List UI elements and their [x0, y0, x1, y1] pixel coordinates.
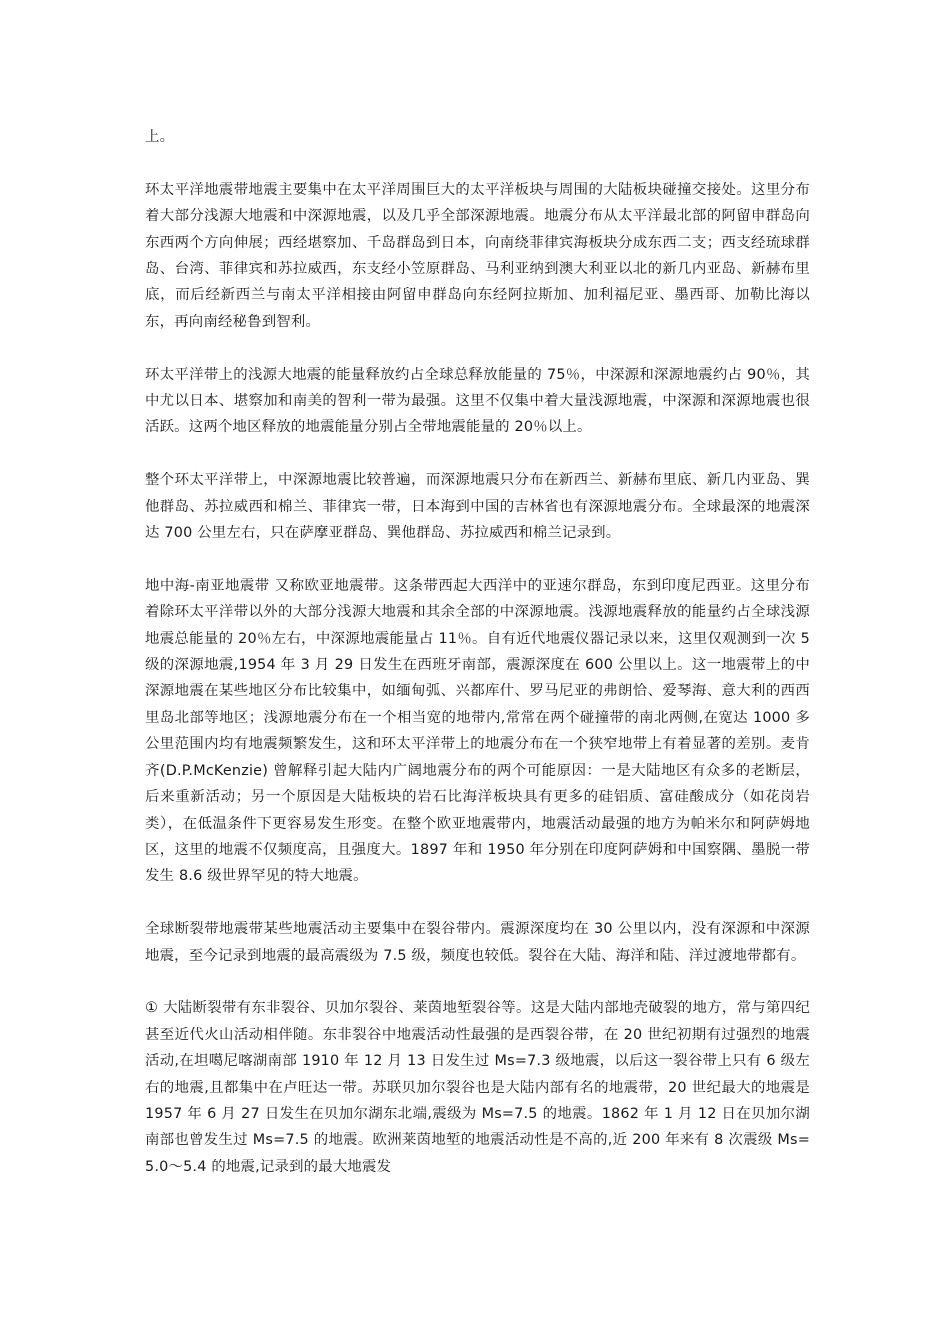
paragraph-continental-rifts: ① 大陆断裂带有东非裂谷、贝加尔裂谷、莱茵地堑裂谷等。这是大陆内部地壳破裂的地方，常与第四纪甚至近代火山活动相伴随。东非裂谷中地震活动性最强的是西裂谷带，在 20 世纪初期有过强烈的地震活动,在坦噶尼喀湖南部 1910 年 12 月 13 日发生过 Ms=7.3 级地震，以后这一裂谷带上只有 6 级左右的地震,且都集中在卢旺达一带。苏联贝加尔裂谷也是大陆内部有名的地震带，20 世纪最大的地震是 1957 年 6 月 27 日发生在贝加尔湖东北端,震级为 Ms=7.5 的地震。1862 年 1 月 12 日在贝加尔湖南部也曾发生过 Ms=7.5 的地震。欧洲莱茵地堑的地震活动性是不高的,近 200 年来有 8 次震级 Ms=5.0～5.4 的地震,记录到的最大地震发 [145, 1000, 810, 1175]
paragraph-energy-release: 环太平洋带上的浅源大地震的能量释放约占全球总释放能量的 75％，中深源和深源地震约占 90％，其中尤以日本、堪察加和南美的智利一带为最强。这里不仅集中着大量浅源地震，中深源和深源地震也很活跃。这两个地区释放的地震能量分别占全带地震能量的 20％以上。 [145, 366, 810, 436]
paragraph-deep-earthquakes: 整个环太平洋带上，中深源地震比较普遍，而深源地震只分布在新西兰、新赫布里底、新几内亚岛、巽他群岛、苏拉威西和棉兰、菲律宾一带，日本海到中国的吉林省也有深源地震分布。全球最深的地震深达 700 公里左右，只在萨摩亚群岛、巽他群岛、苏拉威西和棉兰记录到。 [145, 472, 810, 542]
paragraph-rift-belt: 全球断裂带地震带某些地震活动主要集中在裂谷带内。震源深度均在 30 公里以内，没有深源和中深源地震，至今记录到地震的最高震级为 7.5 级，频度也较低。裂谷在大陆、海洋和陆、洋过渡地带都有。 [145, 921, 810, 964]
paragraph-continuation: 上。 [145, 129, 175, 145]
paragraph-circum-pacific-belt: 环太平洋地震带地震主要集中在太平洋周围巨大的太平洋板块与周围的大陆板块碰撞交接处。这里分布着大部分浅源大地震和中深源地震，以及几乎全部深源地震。地震分布从太平洋最北部的阿留申群岛向东西两个方向伸展；西经堪察加、千岛群岛到日本，向南绕菲律宾海板块分成东西二支；西支经琉球群岛、台湾、菲律宾和苏拉威西，东支经小笠原群岛、马利亚纳到澳大利亚以北的新几内亚岛、新赫布里底，而后经新西兰与南太平洋相接由阿留申群岛向东经阿拉斯加、加利福尼亚、墨西哥、加勒比海以东，再向南经秘鲁到智利。 [145, 181, 810, 330]
paragraph-eurasian-belt: 地中海-南亚地震带 又称欧亚地震带。这条带西起大西洋中的亚速尔群岛，东到印度尼西亚。这里分布着除环太平洋带以外的大部分浅源大地震和其余全部的中深源地震。浅源地震释放的能量约占全球浅源地震总能量的 20％左右，中深源地震能量占 11％。自有近代地震仪器记录以来，这里仅观测到一次 5 级的深源地震,1954 年 3 月 29 日发生在西班牙南部，震源深度在 600 公里以上。这一地震带上的中深源地震在某些地区分布比较集中，如缅甸弧、兴都库什、罗马尼亚的弗朗恰、爱琴海、意大利的西西里岛北部等地区；浅源地震分布在一个相当宽的地带内,常常在两个碰撞带的南北两侧,在宽达 1000 多公里范围内均有地震频繁发生，这和环太平洋带上的地震分布在一个狭窄地带上有着显著的差别。麦肯齐(D.P.McKenzie) 曾解释引起大陆内广阔地震分布的两个可能原因：一是大陆地区有众多的老断层，后来重新活动；另一个原因是大陆板块的岩石比海洋板块具有更多的硅铝质、富硅酸成分（如花岗岩类），在低温条件下更容易发生形变。在整个欧亚地震带内，地震活动最强的地方为帕米尔和阿萨姆地区，这里的地震不仅频度高，且强度大。1897 年和 1950 年分别在印度阿萨姆和中国察隅、墨脱一带发生 8.6 级世界罕见的特大地震。 [145, 577, 810, 885]
document-body [145, 124, 810, 1207]
